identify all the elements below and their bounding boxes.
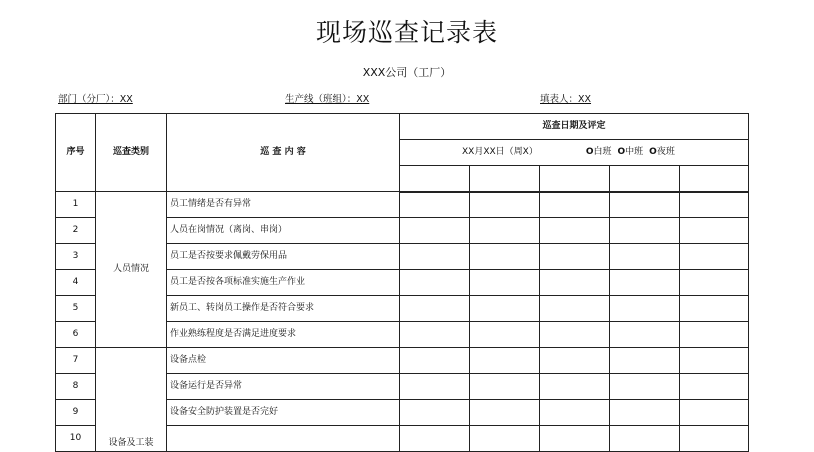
page-title: 现场巡查记录表 [315,18,498,47]
circle-icon: O [649,147,657,157]
row-seq: 7 [56,348,96,374]
check-cell[interactable] [540,166,610,192]
production-line-field: 生产线（班组）：XX [285,94,370,105]
check-cell[interactable] [470,296,540,322]
check-cell[interactable] [540,426,610,452]
row-seq: 6 [56,322,96,348]
row-content: 新员工、转岗员工操作是否符合要求 [167,296,400,322]
row-seq: 10 [56,426,96,452]
check-cell[interactable] [470,166,540,192]
check-cell[interactable] [400,348,470,374]
check-cell[interactable] [680,322,749,348]
header-content: 巡 查 内 容 [167,114,400,192]
check-cell[interactable] [610,400,680,426]
check-cell[interactable] [610,218,680,244]
table-row [56,348,749,374]
shift-day-label: 白班 [593,147,612,157]
row-content: 人员在岗情况（离岗、串岗） [167,218,400,244]
row-content: 员工是否按要求佩戴劳保用品 [167,244,400,270]
row-seq: 5 [56,296,96,322]
check-cell[interactable] [400,400,470,426]
row-seq: 8 [56,374,96,400]
check-cell[interactable] [400,244,470,270]
header-row-1 [56,114,749,140]
check-cell[interactable] [540,192,610,218]
check-cell[interactable] [400,296,470,322]
header-seq: 序号 [56,114,96,192]
header-category: 巡查类别 [96,114,167,192]
check-cell[interactable] [610,374,680,400]
check-cell[interactable] [540,348,610,374]
check-cell[interactable] [680,374,749,400]
check-cell[interactable] [400,218,470,244]
header-date-eval: 巡查日期及评定 [400,114,749,140]
check-cell[interactable] [470,192,540,218]
row-seq: 1 [56,192,96,218]
filler-field: 填表人：XX [540,94,592,105]
circle-icon: O [617,147,626,157]
shift-night-label: 夜班 [656,147,675,157]
row-seq: 9 [56,400,96,426]
date-shift-cell [400,140,749,166]
check-cell[interactable] [680,218,749,244]
check-cell[interactable] [470,348,540,374]
date-label: XX月XX日（周X） [462,147,538,157]
check-cell[interactable] [540,296,610,322]
check-cell[interactable] [610,348,680,374]
check-cell[interactable] [470,322,540,348]
check-cell[interactable] [610,192,680,218]
row-content: 设备安全防护装置是否完好 [167,400,400,426]
check-cell[interactable] [400,426,470,452]
inspection-table [55,113,749,452]
check-cell[interactable] [470,374,540,400]
check-cell[interactable] [610,296,680,322]
row-seq: 2 [56,218,96,244]
check-cell[interactable] [680,400,749,426]
check-cell[interactable] [540,218,610,244]
row-content: 设备运行是否异常 [167,374,400,400]
check-cell[interactable] [470,244,540,270]
check-cell[interactable] [610,166,680,192]
check-cell[interactable] [540,400,610,426]
row-content: 设备点检 [167,348,400,374]
check-cell[interactable] [540,270,610,296]
category-equipment: 设备及工装 [96,348,167,452]
row-content: 员工情绪是否有异常 [167,192,400,218]
check-cell[interactable] [400,270,470,296]
check-cell[interactable] [610,426,680,452]
check-cell[interactable] [610,322,680,348]
row-content [167,426,400,452]
table-row [56,192,749,218]
check-cell[interactable] [470,270,540,296]
check-cell[interactable] [470,218,540,244]
check-cell[interactable] [400,322,470,348]
shift-mid-label: 中班 [625,147,644,157]
check-cell[interactable] [680,166,749,192]
check-cell[interactable] [680,296,749,322]
check-cell[interactable] [680,348,749,374]
check-cell[interactable] [610,270,680,296]
department-field: 部门（分厂）：XX [58,94,133,105]
circle-icon: O [585,147,594,157]
check-cell[interactable] [610,244,680,270]
row-seq: 4 [56,270,96,296]
row-seq: 3 [56,244,96,270]
category-personnel: 人员情况 [96,192,167,348]
check-cell[interactable] [680,244,749,270]
check-cell[interactable] [470,400,540,426]
check-cell[interactable] [680,426,749,452]
row-content: 员工是否按各项标准实施生产作业 [167,270,400,296]
check-cell[interactable] [680,192,749,218]
check-cell[interactable] [470,426,540,452]
check-cell[interactable] [680,270,749,296]
check-cell[interactable] [400,166,470,192]
company-name: XXX公司（工厂） [362,66,452,79]
check-cell[interactable] [400,192,470,218]
row-content: 作业熟练程度是否满足进度要求 [167,322,400,348]
check-cell[interactable] [540,374,610,400]
check-cell[interactable] [400,374,470,400]
check-cell[interactable] [540,244,610,270]
check-cell[interactable] [540,322,610,348]
